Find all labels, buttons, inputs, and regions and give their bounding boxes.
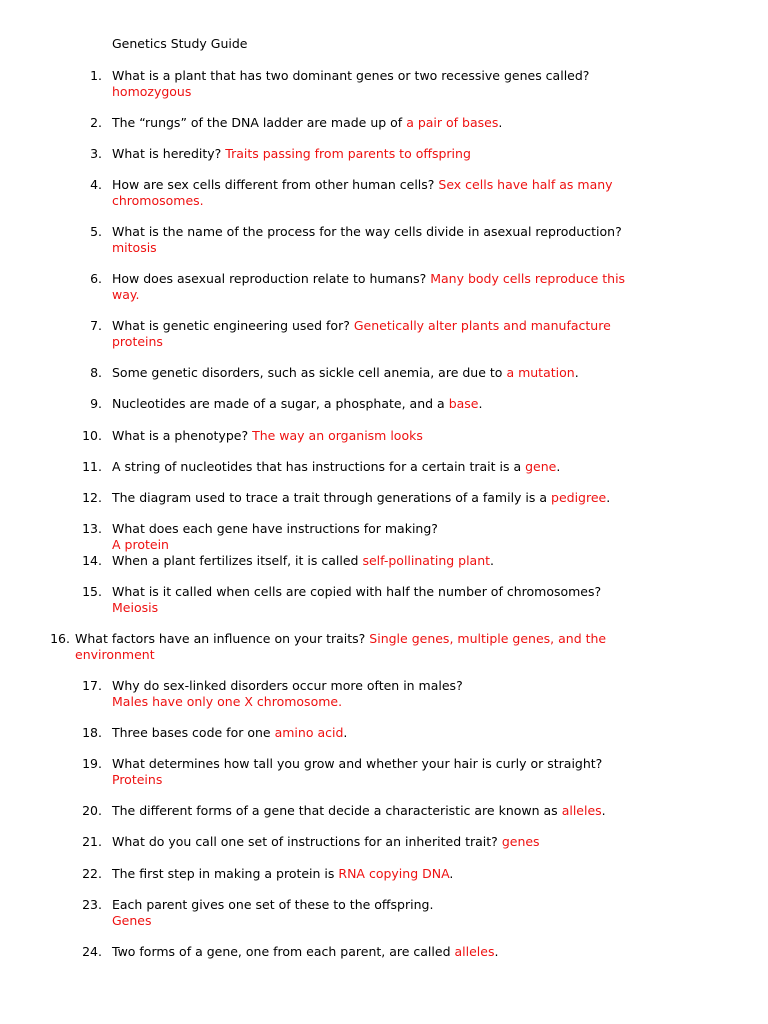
question-text: Each parent gives one set of these to the offspring. bbox=[112, 897, 434, 912]
answer-text: Sex cells have half as many chromosomes. bbox=[112, 177, 613, 208]
trailing-punctuation: . bbox=[556, 459, 561, 474]
page-title: Genetics Study Guide bbox=[112, 36, 248, 51]
question-number: 12. bbox=[82, 490, 102, 505]
question-number: 15. bbox=[82, 584, 102, 599]
answer-text: homozygous bbox=[112, 84, 192, 99]
question-text: How are sex cells different from other human cells? bbox=[112, 177, 435, 192]
question-number: 23. bbox=[82, 897, 102, 912]
question-body bbox=[112, 459, 636, 475]
question-text: The “rungs” of the DNA ladder are made up of bbox=[112, 115, 403, 130]
question-body bbox=[112, 725, 636, 741]
question-text: What is a phenotype? bbox=[112, 428, 249, 443]
question-number: 6. bbox=[90, 271, 102, 286]
answer-text: Males have only one X chromosome. bbox=[112, 694, 343, 709]
question-text: Three bases code for one bbox=[112, 725, 271, 740]
question-body bbox=[112, 365, 636, 381]
answer-text: a pair of bases bbox=[406, 115, 499, 130]
trailing-punctuation: . bbox=[601, 803, 606, 818]
question-number: 24. bbox=[82, 944, 102, 959]
question-text: How does asexual reproduction relate to humans? bbox=[112, 271, 427, 286]
question-text: Some genetic disorders, such as sickle cell anemia, are due to bbox=[112, 365, 503, 380]
question-text: Why do sex-linked disorders occur more often in males? bbox=[112, 678, 463, 693]
question-number: 11. bbox=[82, 459, 102, 474]
question-body bbox=[112, 428, 636, 444]
question-number: 21. bbox=[82, 834, 102, 849]
answer-text: Genes bbox=[112, 913, 152, 928]
question-number: 2. bbox=[90, 115, 102, 130]
question-number: 8. bbox=[90, 365, 102, 380]
trailing-punctuation: . bbox=[606, 490, 611, 505]
trailing-punctuation: . bbox=[449, 866, 454, 881]
answer-text: Proteins bbox=[112, 772, 163, 787]
answer-text: self-pollinating plant bbox=[362, 553, 491, 568]
question-text: What determines how tall you grow and whether your hair is curly or straight? bbox=[112, 756, 603, 771]
question-number: 18. bbox=[82, 725, 102, 740]
question-number: 5. bbox=[90, 224, 102, 239]
question-body bbox=[112, 553, 636, 569]
question-body bbox=[112, 146, 636, 162]
question-text: Two forms of a gene, one from each parent, are called bbox=[112, 944, 451, 959]
answer-text: A protein bbox=[112, 537, 169, 552]
answer-text: base bbox=[448, 396, 479, 411]
question-number: 20. bbox=[82, 803, 102, 818]
answer-text: The way an organism looks bbox=[252, 428, 423, 443]
question-number: 19. bbox=[82, 756, 102, 771]
question-number: 16. bbox=[50, 631, 70, 646]
answer-text: amino acid bbox=[274, 725, 344, 740]
trailing-punctuation: . bbox=[494, 944, 499, 959]
question-body bbox=[112, 756, 636, 788]
answer-text: gene bbox=[525, 459, 557, 474]
question-body bbox=[112, 521, 636, 553]
answer-text: a mutation bbox=[506, 365, 575, 380]
question-text: A string of nucleotides that has instructions for a certain trait is a bbox=[112, 459, 522, 474]
answer-text: Traits passing from parents to offspring bbox=[225, 146, 471, 161]
question-body bbox=[112, 271, 636, 303]
question-text: The first step in making a protein is bbox=[112, 866, 335, 881]
question-text: The different forms of a gene that decide a characteristic are known as bbox=[112, 803, 558, 818]
question-text: Nucleotides are made of a sugar, a phosphate, and a bbox=[112, 396, 445, 411]
question-number: 3. bbox=[90, 146, 102, 161]
question-number: 4. bbox=[90, 177, 102, 192]
answer-text: alleles bbox=[454, 944, 495, 959]
answer-text: alleles bbox=[561, 803, 602, 818]
question-body bbox=[112, 897, 636, 929]
question-number: 14. bbox=[82, 553, 102, 568]
trailing-punctuation: . bbox=[490, 553, 495, 568]
answer-text: genes bbox=[501, 834, 540, 849]
question-body bbox=[112, 944, 636, 960]
question-number: 7. bbox=[90, 318, 102, 333]
question-number: 17. bbox=[82, 678, 102, 693]
question-body bbox=[112, 115, 636, 131]
answer-text: mitosis bbox=[112, 240, 157, 255]
trailing-punctuation: . bbox=[498, 115, 503, 130]
question-body bbox=[112, 866, 636, 882]
answer-text: Many body cells reproduce this way. bbox=[112, 271, 626, 302]
question-text: What is the name of the process for the way cells divide in asexual reproduction? bbox=[112, 224, 622, 239]
question-number: 13. bbox=[82, 521, 102, 536]
question-text: The diagram used to trace a trait through generations of a family is a bbox=[112, 490, 548, 505]
question-body bbox=[112, 803, 636, 819]
answer-text: RNA copying DNA bbox=[338, 866, 450, 881]
question-body bbox=[112, 490, 636, 506]
question-number: 9. bbox=[90, 396, 102, 411]
trailing-punctuation: . bbox=[478, 396, 483, 411]
question-text: What is a plant that has two dominant genes or two recessive genes called? bbox=[112, 68, 590, 83]
question-text: What does each gene have instructions for making? bbox=[112, 521, 438, 536]
question-body bbox=[112, 318, 636, 350]
question-body bbox=[112, 224, 636, 256]
question-text: What is genetic engineering used for? bbox=[112, 318, 350, 333]
question-body bbox=[75, 631, 635, 663]
trailing-punctuation: . bbox=[574, 365, 579, 380]
question-text: What is it called when cells are copied with half the number of chromosomes? bbox=[112, 584, 602, 599]
question-text: What factors have an influence on your traits? bbox=[75, 631, 366, 646]
question-body bbox=[112, 834, 636, 850]
question-body bbox=[112, 396, 636, 412]
question-body bbox=[112, 584, 636, 616]
question-number: 10. bbox=[82, 428, 102, 443]
question-number: 22. bbox=[82, 866, 102, 881]
question-text: What is heredity? bbox=[112, 146, 222, 161]
question-body bbox=[112, 177, 636, 209]
question-body bbox=[112, 68, 636, 100]
answer-text: pedigree bbox=[551, 490, 607, 505]
question-number: 1. bbox=[90, 68, 102, 83]
question-body bbox=[112, 678, 636, 710]
answer-text: Single genes, multiple genes, and the environment bbox=[75, 631, 607, 662]
answer-text: Meiosis bbox=[112, 600, 159, 615]
question-text: What do you call one set of instructions for an inherited trait? bbox=[112, 834, 498, 849]
answer-text: Genetically alter plants and manufacture proteins bbox=[112, 318, 611, 349]
trailing-punctuation: . bbox=[343, 725, 348, 740]
question-text: When a plant fertilizes itself, it is called bbox=[112, 553, 359, 568]
